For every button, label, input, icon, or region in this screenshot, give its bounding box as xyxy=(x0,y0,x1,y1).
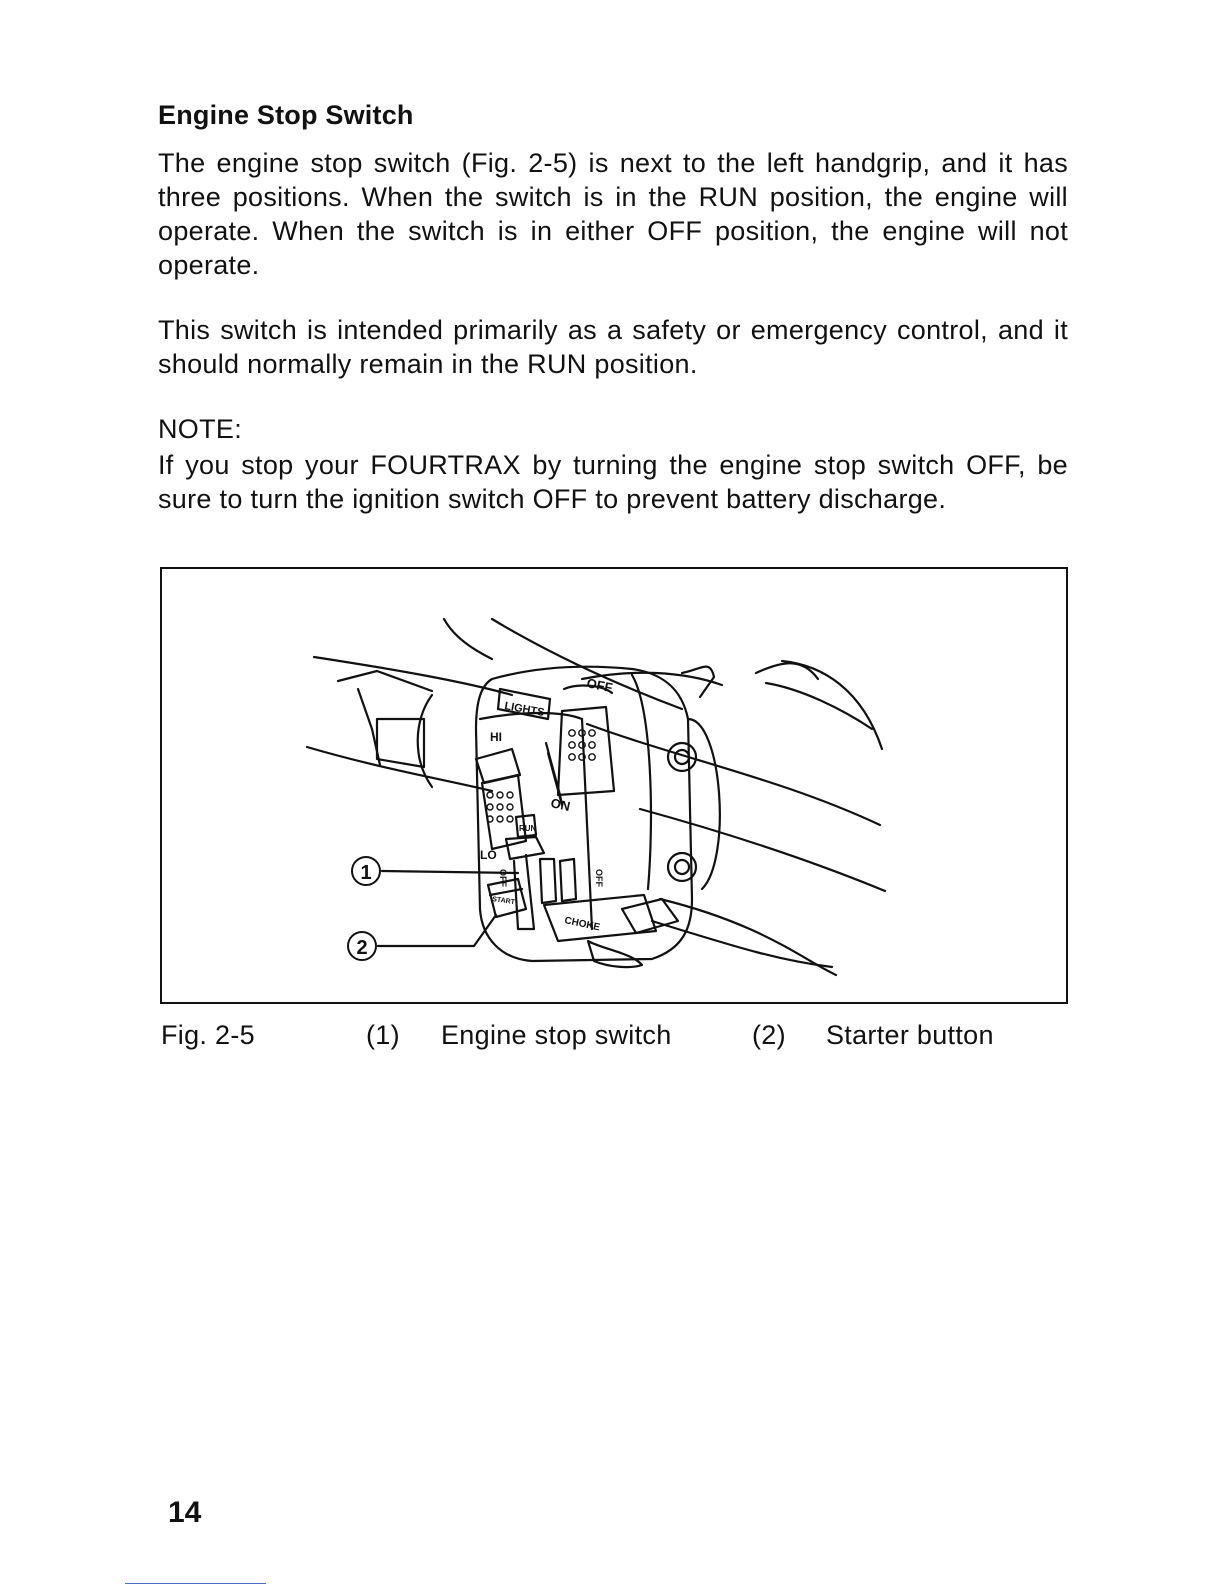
label-lights: LIGHTS xyxy=(503,700,546,719)
label-off-top: OFF xyxy=(585,675,614,696)
caption-item1-text: Engine stop switch xyxy=(441,1020,672,1050)
label-lo: LO xyxy=(480,848,497,862)
section-heading: Engine Stop Switch xyxy=(158,100,414,130)
callout-1-number: 1 xyxy=(360,862,372,884)
label-choke: CHOKE xyxy=(563,915,601,934)
callout-2-number: 2 xyxy=(356,937,368,959)
label-off-left: OFF xyxy=(498,869,508,887)
note-text: If you stop your FOURTRAX by turning the engine stop switch OFF, be sure to turn the ignition switch OFF to prevent battery discharge. xyxy=(158,450,1068,514)
label-on: ON xyxy=(549,795,572,814)
label-off-right: OFF xyxy=(594,869,604,887)
figure-2-5 xyxy=(160,567,1068,1004)
callout-1 xyxy=(352,857,380,885)
caption-figure-label: Fig. 2-5 xyxy=(161,1020,255,1050)
caption-item2-number: (2) xyxy=(752,1020,786,1050)
label-run: RUN xyxy=(519,824,537,833)
handlebar-switch-illustration xyxy=(162,569,1066,1002)
label-start: START xyxy=(491,896,516,907)
paragraph-safety-control: This switch is intended primarily as a safety or emergency control, and it should normally remain in the RUN position. xyxy=(158,315,1068,379)
caption-item1-number: (1) xyxy=(366,1020,400,1050)
callout-2 xyxy=(348,932,376,960)
caption-item2-text: Starter button xyxy=(826,1020,994,1050)
label-hi: HI xyxy=(490,730,502,744)
paragraph-switch-positions: The engine stop switch (Fig. 2-5) is next to the left handgrip, and it has three positions. When the switch is in the RUN position, the engine will operate. When the switch is in either OFF position, the engine will not operate. xyxy=(158,148,1068,280)
switch-texture xyxy=(487,730,595,822)
page-number: 14 xyxy=(168,1496,202,1529)
note-label: NOTE: xyxy=(158,414,243,444)
